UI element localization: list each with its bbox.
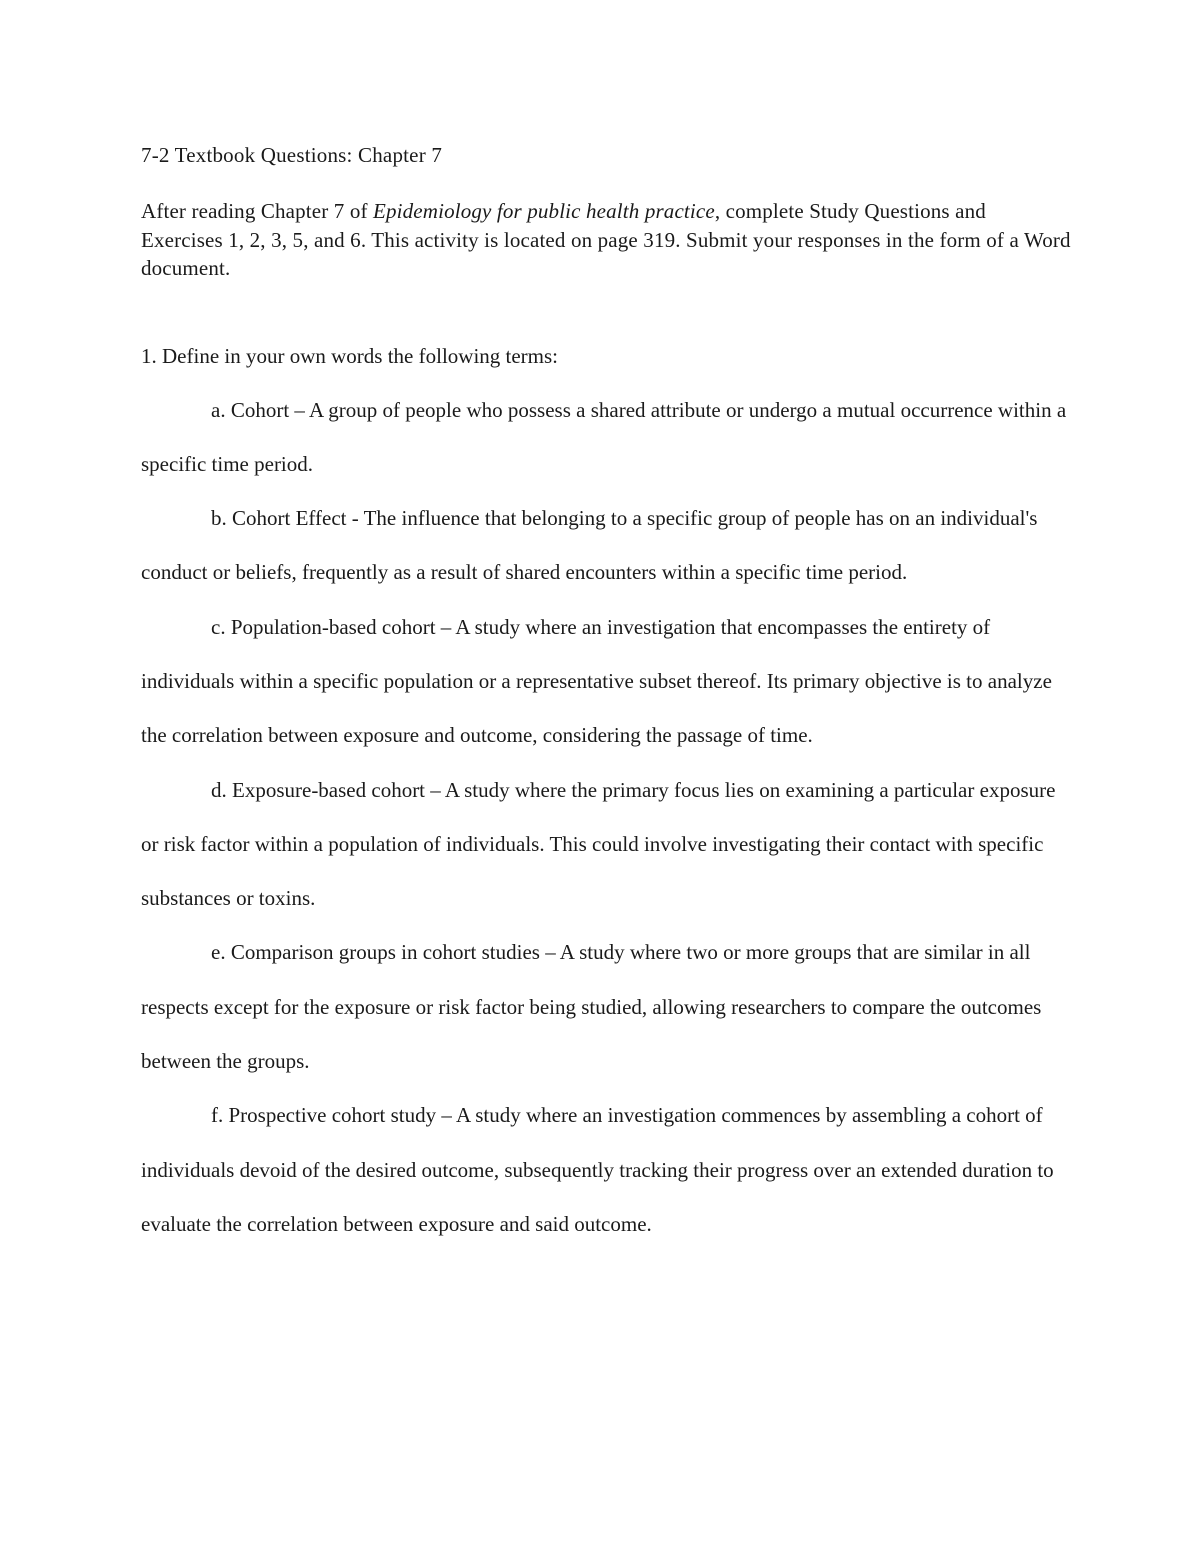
definition-prospective-cohort-study: f. Prospective cohort study – A study where an investigation commences by assembling a cohort of individuals devoid of the desired outcome, subsequently tracking their progress over an extended duration to evaluate the correlation between exposure and said outcome. bbox=[141, 1103, 1054, 1236]
intro-text-before: After reading Chapter 7 of bbox=[141, 199, 374, 223]
book-title: Epidemiology for public health practice bbox=[373, 199, 715, 223]
definition-comparison-groups: e. Comparison groups in cohort studies – A study where two or more groups that are similar in all respects except for the exposure or risk factor being studied, allowing researchers to compare the outcomes between the groups. bbox=[141, 940, 1042, 1074]
definitions-list bbox=[141, 383, 1071, 1252]
intro-paragraph bbox=[141, 197, 1071, 283]
document-title: 7-2 Textbook Questions: Chapter 7 bbox=[141, 143, 443, 167]
definition-cohort-effect: b. Cohort Effect - The influence that belonging to a specific group of people has on an individual's conduct or beliefs, frequently as a result of shared encounters within a specific time period. bbox=[141, 506, 1038, 585]
definition-exposure-based-cohort: d. Exposure-based cohort – A study where the primary focus lies on examining a particular exposure or risk factor within a population of individuals. This could involve investigating their contact with specific substances or toxins. bbox=[141, 777, 1056, 911]
definition-cohort: a. Cohort – A group of people who possess a shared attribute or undergo a mutual occurrence within a specific time period. bbox=[141, 397, 1067, 476]
question-1-prompt: 1. Define in your own words the following terms: bbox=[141, 343, 559, 368]
document-body bbox=[141, 140, 1071, 1251]
definition-population-based-cohort: c. Population-based cohort – A study where an investigation that encompasses the entirety of individuals within a specific population or a representative subset thereof. Its primary objective is to analyze the correlation between exposure and outcome, considering the passage of time. bbox=[141, 614, 1052, 748]
intro-text-after: , complete Study Questions and Exercises 1, 2, 3, 5, and 6. This activity is located on page 319. Submit your responses in the form of a Word document. bbox=[141, 199, 1071, 280]
